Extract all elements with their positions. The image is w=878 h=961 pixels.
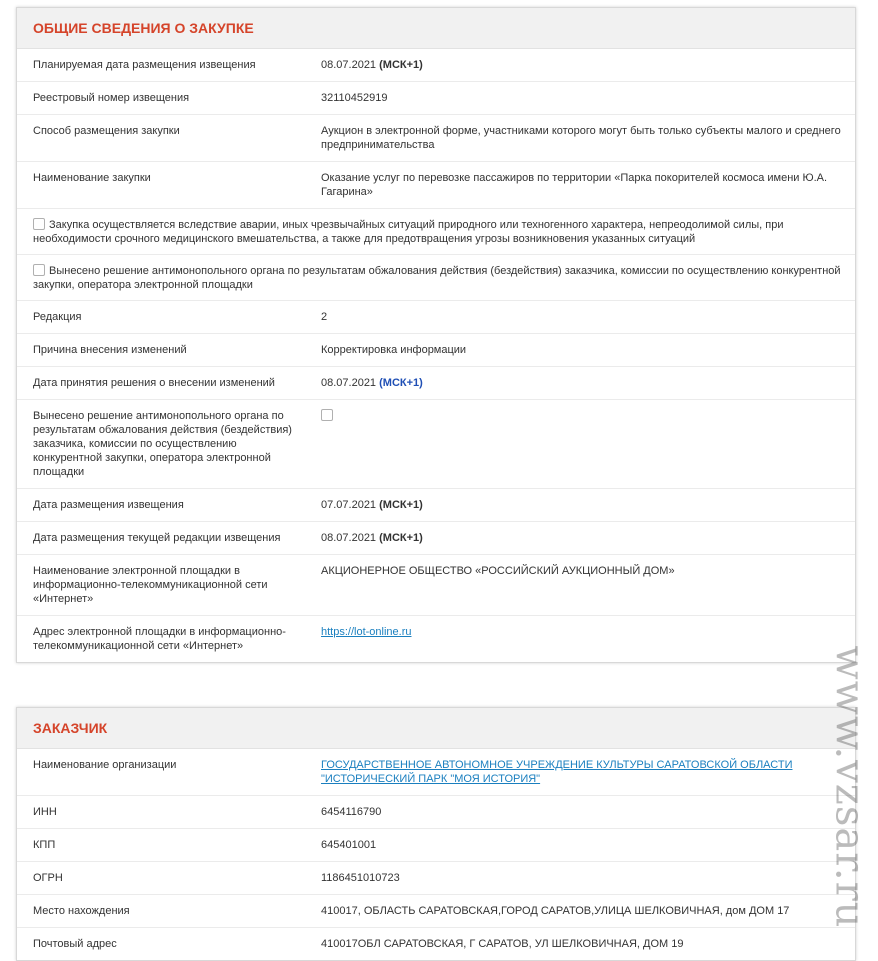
platform-addr-link[interactable]: https://lot-online.ru <box>321 626 412 638</box>
watermark-text: www.vzsar.ru <box>827 645 873 929</box>
emergency-checkbox[interactable] <box>33 218 45 230</box>
table-row <box>17 301 855 334</box>
table-row <box>17 334 855 367</box>
current-edition-value: 08.07.2021 (МСК+1) <box>305 522 855 555</box>
platform-addr-label: Адрес электронной площадки в информационно-телекоммуникационной сети «Интернет» <box>33 626 286 652</box>
customer-panel <box>16 707 856 961</box>
table-row <box>17 82 855 115</box>
postal-value: 410017ОБЛ САРАТОВСКАЯ, Г САРАТОВ, УЛ ШЕЛКОВИЧНАЯ, ДОМ 19 <box>321 938 684 950</box>
edition-label: Редакция <box>17 301 305 334</box>
reason-value: Корректировка информации <box>305 334 855 367</box>
decision-date-value: 08.07.2021 (МСК+1) <box>305 367 855 400</box>
general-info-table <box>17 49 855 662</box>
antimonopoly-row <box>17 255 855 301</box>
timezone: (МСК+1) <box>379 59 423 71</box>
decision-date-label: Дата принятия решения о внесении изменений <box>17 367 305 400</box>
planned-date-label: Планируемая дата размещения извещения <box>17 49 305 82</box>
table-row <box>17 255 855 301</box>
inn-label: ИНН <box>17 796 305 829</box>
postal-label: Почтовый адрес <box>33 938 117 950</box>
timezone: (МСК+1) <box>379 499 423 511</box>
method-value: Аукцион в электронной форме, участниками которого могут быть только субъекты малого и среднего предпринимательства <box>305 115 855 162</box>
ogrn-label: ОГРН <box>17 862 305 895</box>
table-row <box>17 555 855 616</box>
publish-date-label: Дата размещения извещения <box>17 489 305 522</box>
antimonopoly2-value <box>305 400 855 489</box>
timezone: (МСК+1) <box>379 377 423 389</box>
org-label: Наименование организации <box>17 749 305 796</box>
kpp-label: КПП <box>17 829 305 862</box>
table-row <box>17 829 855 862</box>
platform-name-value: АКЦИОНЕРНОЕ ОБЩЕСТВО «РОССИЙСКИЙ АУКЦИОННЫЙ ДОМ» <box>305 555 855 616</box>
org-link[interactable]: ГОСУДАРСТВЕННОЕ АВТОНОМНОЕ УЧРЕЖДЕНИЕ КУЛЬТУРЫ САРАТОВСКОЙ ОБЛАСТИ "ИСТОРИЧЕСКИЙ ПАРК "МОЯ ИСТОРИЯ" <box>321 759 793 785</box>
reason-label: Причина внесения изменений <box>17 334 305 367</box>
procurement-name-value: Оказание услуг по перевозке пассажиров по территории «Парка покорителей космоса имени Ю.А. Гагарина» <box>305 162 855 209</box>
table-row <box>17 895 855 928</box>
table-row <box>17 928 855 961</box>
timezone: (МСК+1) <box>379 532 423 544</box>
current-edition-label: Дата размещения текущей редакции извещения <box>17 522 305 555</box>
registry-label: Реестровый номер извещения <box>17 82 305 115</box>
registry-value: 32110452919 <box>305 82 855 115</box>
antimonopoly-text: Вынесено решение антимонопольного органа по результатам обжалования действия (бездействия) заказчика, комиссии по осуществлению конкурентной закупки, оператора электронной площадки <box>33 265 841 291</box>
antimonopoly-checkbox[interactable] <box>33 264 45 276</box>
inn-value: 6454116790 <box>305 796 855 829</box>
table-row <box>17 616 855 663</box>
table-row <box>17 162 855 209</box>
table-row <box>17 49 855 82</box>
table-row <box>17 796 855 829</box>
table-row <box>17 367 855 400</box>
table-row <box>17 522 855 555</box>
location-label: Место нахождения <box>17 895 305 928</box>
emergency-row <box>17 209 855 255</box>
edition-value: 2 <box>305 301 855 334</box>
table-row <box>17 862 855 895</box>
procurement-name-label: Наименование закупки <box>17 162 305 209</box>
table-row <box>17 115 855 162</box>
location-value: 410017, ОБЛАСТЬ САРАТОВСКАЯ,ГОРОД САРАТОВ,УЛИЦА ШЕЛКОВИЧНАЯ, дом ДОМ 17 <box>305 895 855 928</box>
table-row <box>17 209 855 255</box>
publish-date-value: 07.07.2021 (МСК+1) <box>305 489 855 522</box>
customer-title: ЗАКАЗЧИК <box>17 708 855 749</box>
method-label: Способ размещения закупки <box>17 115 305 162</box>
general-info-title: ОБЩИЕ СВЕДЕНИЯ О ЗАКУПКЕ <box>17 8 855 49</box>
planned-date-value: 08.07.2021 (МСК+1) <box>305 49 855 82</box>
general-info-panel <box>16 7 856 663</box>
ogrn-value: 1186451010723 <box>305 862 855 895</box>
table-row <box>17 749 855 796</box>
customer-table <box>17 749 855 960</box>
antimonopoly2-checkbox[interactable] <box>321 409 333 421</box>
table-row <box>17 489 855 522</box>
kpp-value: 645401001 <box>305 829 855 862</box>
antimonopoly2-label: Вынесено решение антимонопольного органа по результатам обжалования действия (бездействия) заказчика, комиссии по осуществлению конкурентной закупки, оператора электронной площадки <box>17 400 305 489</box>
table-row <box>17 400 855 489</box>
platform-name-label: Наименование электронной площадки в информационно-телекоммуникационной сети «Интернет» <box>17 555 305 616</box>
emergency-text: Закупка осуществляется вследствие аварии, иных чрезвычайных ситуаций природного или техногенного характера, непреодолимой силы, при необходимости срочного медицинского вмешательства, а также для предотвращения угрозы возникновения указанных ситуаций <box>33 219 784 245</box>
